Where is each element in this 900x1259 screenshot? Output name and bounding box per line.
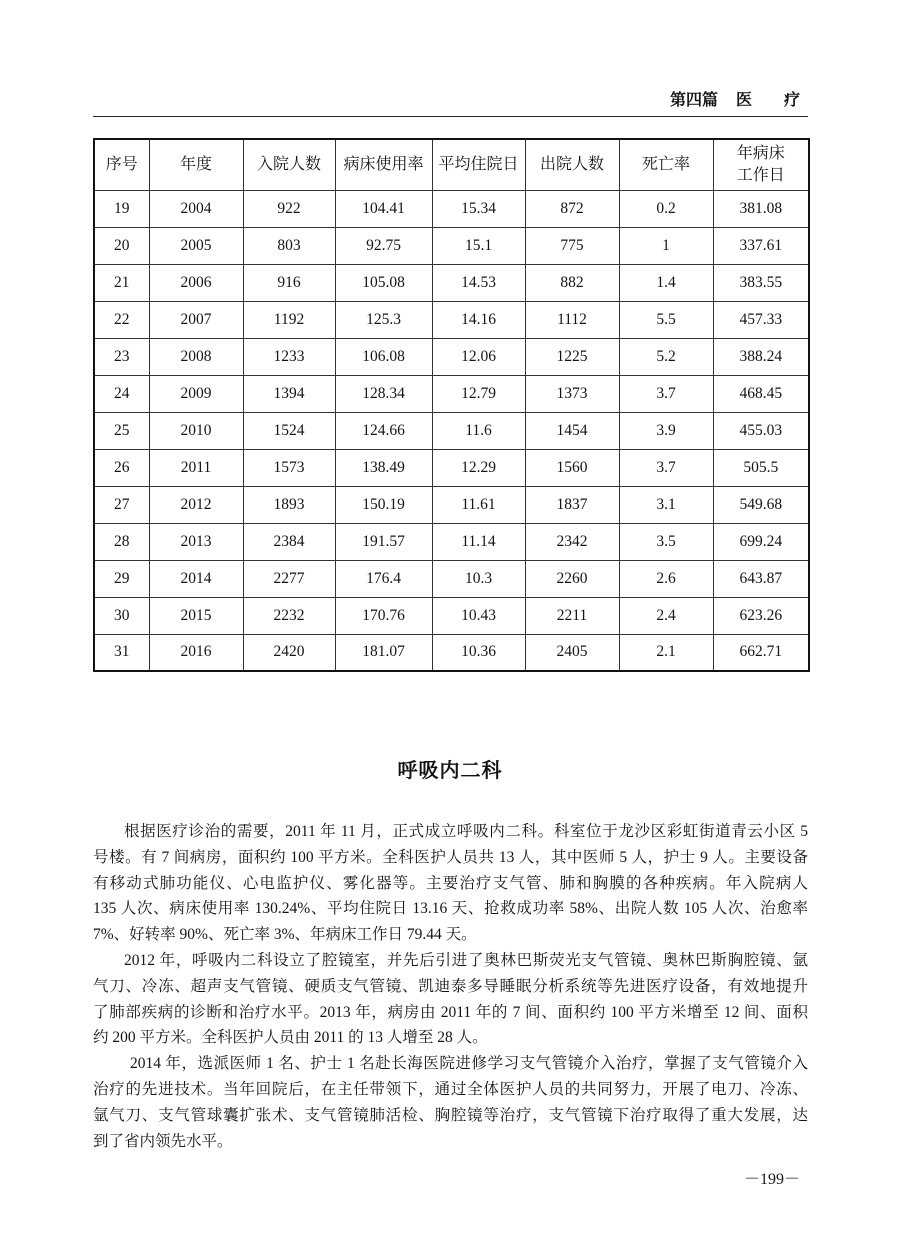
table-cell: 2010 [149,412,243,449]
paragraph-line: 根据医疗诊治的需要，2011 年 11 月，正式成立呼吸内二科。科室位于龙沙区彩虹街道青云小区 5 [124,823,808,840]
table-header [94,139,809,190]
table-cell: 2.6 [619,560,713,597]
table-cell: 12.06 [432,338,525,375]
table-cell: 457.33 [713,301,809,338]
table-cell: 1373 [525,375,619,412]
table-cell: 22 [94,301,149,338]
table-cell: 623.26 [713,597,809,634]
table-cell: 14.53 [432,264,525,301]
table-row [94,597,809,634]
table-cell: 643.87 [713,560,809,597]
table-cell: 2012 [149,486,243,523]
table-cell: 2007 [149,301,243,338]
table-cell: 1233 [243,338,335,375]
table-cell: 28 [94,523,149,560]
table-cell: 25 [94,412,149,449]
table-cell: 775 [525,227,619,264]
table-cell: 1573 [243,449,335,486]
table-cell: 12.29 [432,449,525,486]
table-cell: 468.45 [713,375,809,412]
table-cell: 191.57 [335,523,432,560]
table-row [94,264,809,301]
table-cell: 699.24 [713,523,809,560]
paragraph-line: 了肺部疾病的诊断和治疗水平。2013 年，病房由 2011 年的 7 间、面积约 100 平方米增至 12 间、面积 [93,1003,808,1021]
table-row [94,634,809,671]
table-cell: 2277 [243,560,335,597]
table-cell: 5.5 [619,301,713,338]
table-cell: 3.9 [619,412,713,449]
table-cell: 383.55 [713,264,809,301]
table-cell: 1112 [525,301,619,338]
table-cell: 176.4 [335,560,432,597]
table-row [94,486,809,523]
table-cell: 1225 [525,338,619,375]
column-header: 平均住院日 [432,139,525,190]
table-cell: 2016 [149,634,243,671]
table-cell: 1560 [525,449,619,486]
table-cell: 2008 [149,338,243,375]
table-cell: 2004 [149,190,243,227]
column-header: 入院人数 [243,139,335,190]
paragraph-line: 7%、好转率 90%、死亡率 3%、年病床工作日 79.44 天。 [93,926,477,944]
table-cell: 20 [94,227,149,264]
paragraph [93,1051,808,1154]
table-cell: 138.49 [335,449,432,486]
table-cell: 3.7 [619,375,713,412]
paragraph [93,819,808,948]
table-cell: 2384 [243,523,335,560]
table-cell: 2232 [243,597,335,634]
paragraph-line: 治疗的先进技术。当年回院后，在主任带领下，通过全体医护人员的共同努力，开展了电刀、冷冻、 [93,1080,808,1098]
table-cell: 2005 [149,227,243,264]
paragraph-line: 135 人次、病床使用率 130.24%、平均住院日 13.16 天、抢救成功率 58%、出院人数 105 人次、治愈率 [93,900,808,918]
column-header: 出院人数 [525,139,619,190]
table-cell: 31 [94,634,149,671]
table-cell: 2006 [149,264,243,301]
column-header: 病床使用率 [335,139,432,190]
table-cell: 922 [243,190,335,227]
table-body [94,190,809,671]
table-cell: 128.34 [335,375,432,412]
paragraph-line: 约 200 平方米。全科医护人员由 2011 的 13 人增至 28 人。 [93,1029,488,1047]
table-cell: 2.1 [619,634,713,671]
table-cell: 1524 [243,412,335,449]
table-cell: 170.76 [335,597,432,634]
statistics-table [93,138,810,672]
paragraph-line: 号楼。有 7 间病房，面积约 100 平方米。全科医护人员共 13 人，其中医师 5 人，护士 9 人。主要设备 [93,848,808,866]
table-cell: 505.5 [713,449,809,486]
table-cell: 104.41 [335,190,432,227]
table-cell: 2009 [149,375,243,412]
table-cell: 2015 [149,597,243,634]
table-cell: 2342 [525,523,619,560]
table-cell: 1454 [525,412,619,449]
table-cell: 29 [94,560,149,597]
table-cell: 10.3 [432,560,525,597]
table-cell: 2420 [243,634,335,671]
table-cell: 872 [525,190,619,227]
table-cell: 2013 [149,523,243,560]
table-cell: 124.66 [335,412,432,449]
header-row [94,139,809,190]
table-cell: 916 [243,264,335,301]
table-cell: 381.08 [713,190,809,227]
table-cell: 14.16 [432,301,525,338]
table-cell: 24 [94,375,149,412]
table-row [94,449,809,486]
table-cell: 30 [94,597,149,634]
table-cell: 549.68 [713,486,809,523]
header-rule [93,116,808,117]
section-title: 呼吸内二科 [397,758,503,782]
table-row [94,301,809,338]
table-cell: 26 [94,449,149,486]
paragraph-line: 到了省内领先水平。 [93,1132,233,1150]
table-cell: 11.14 [432,523,525,560]
paragraph [93,948,808,1051]
column-header: 年病床 工作日 [713,139,809,190]
table-cell: 2.4 [619,597,713,634]
column-header: 年度 [149,139,243,190]
table-cell: 2011 [149,449,243,486]
running-header [670,89,808,111]
table-cell: 1893 [243,486,335,523]
table-row [94,227,809,264]
column-header: 死亡率 [619,139,713,190]
table-cell: 662.71 [713,634,809,671]
table-cell: 21 [94,264,149,301]
table-cell: 27 [94,486,149,523]
table-cell: 3.7 [619,449,713,486]
table-cell: 1394 [243,375,335,412]
table-row [94,523,809,560]
table-cell: 803 [243,227,335,264]
table-cell: 388.24 [713,338,809,375]
table-cell: 337.61 [713,227,809,264]
table-cell: 455.03 [713,412,809,449]
table-cell: 3.1 [619,486,713,523]
paragraph-line: 氩气刀、支气管球囊扩张术、支气管镜肺活检、胸腔镜等治疗，支气管镜下治疗取得了重大发展，达 [93,1106,808,1124]
part-label: 第四篇 [669,90,718,109]
table-cell: 19 [94,190,149,227]
table-cell: 125.3 [335,301,432,338]
table-cell: 15.1 [432,227,525,264]
table-row [94,560,809,597]
paragraph-line: 2012 年，呼吸内二科设立了腔镜室，并先后引进了奥林巴斯荧光支气管镜、奥林巴斯胸腔镜、氩 [124,951,808,969]
table-cell: 92.75 [335,227,432,264]
table-cell: 2014 [149,560,243,597]
table-row [94,412,809,449]
table-cell: 10.36 [432,634,525,671]
body-text [93,819,808,1154]
table-cell: 181.07 [335,634,432,671]
column-header: 序号 [94,139,149,190]
table-cell: 23 [94,338,149,375]
table-cell: 150.19 [335,486,432,523]
table-cell: 2405 [525,634,619,671]
table-cell: 1837 [525,486,619,523]
table-cell: 106.08 [335,338,432,375]
table-cell: 1.4 [619,264,713,301]
table-cell: 105.08 [335,264,432,301]
table-cell: 15.34 [432,190,525,227]
table-cell: 11.6 [432,412,525,449]
paragraph-line: 2014 年，选派医师 1 名、护士 1 名赴长海医院进修学习支气管镜介入治疗，掌握了支气管镜介入 [130,1055,808,1073]
table-cell: 1 [619,227,713,264]
table-row [94,338,809,375]
page-number: －199－ [743,1171,800,1188]
paragraph-line: 气刀、冷冻、超声支气管镜、硬质支气管镜、凯迪泰多导睡眠分析系统等先进医疗设备，有效地提升 [93,977,808,995]
table-cell: 2260 [525,560,619,597]
table-row [94,190,809,227]
paragraph-line: 有移动式肺功能仪、心电监护仪、雾化器等。主要治疗支气管、肺和胸膜的各种疾病。年入院病人 [93,874,808,892]
table-cell: 2211 [525,597,619,634]
table-cell: 5.2 [619,338,713,375]
chapter-title: 医 疗 [735,90,808,109]
table-cell: 11.61 [432,486,525,523]
table-cell: 0.2 [619,190,713,227]
table-row [94,375,809,412]
table-cell: 882 [525,264,619,301]
table-cell: 1192 [243,301,335,338]
table-cell: 3.5 [619,523,713,560]
table-cell: 12.79 [432,375,525,412]
table-cell: 10.43 [432,597,525,634]
